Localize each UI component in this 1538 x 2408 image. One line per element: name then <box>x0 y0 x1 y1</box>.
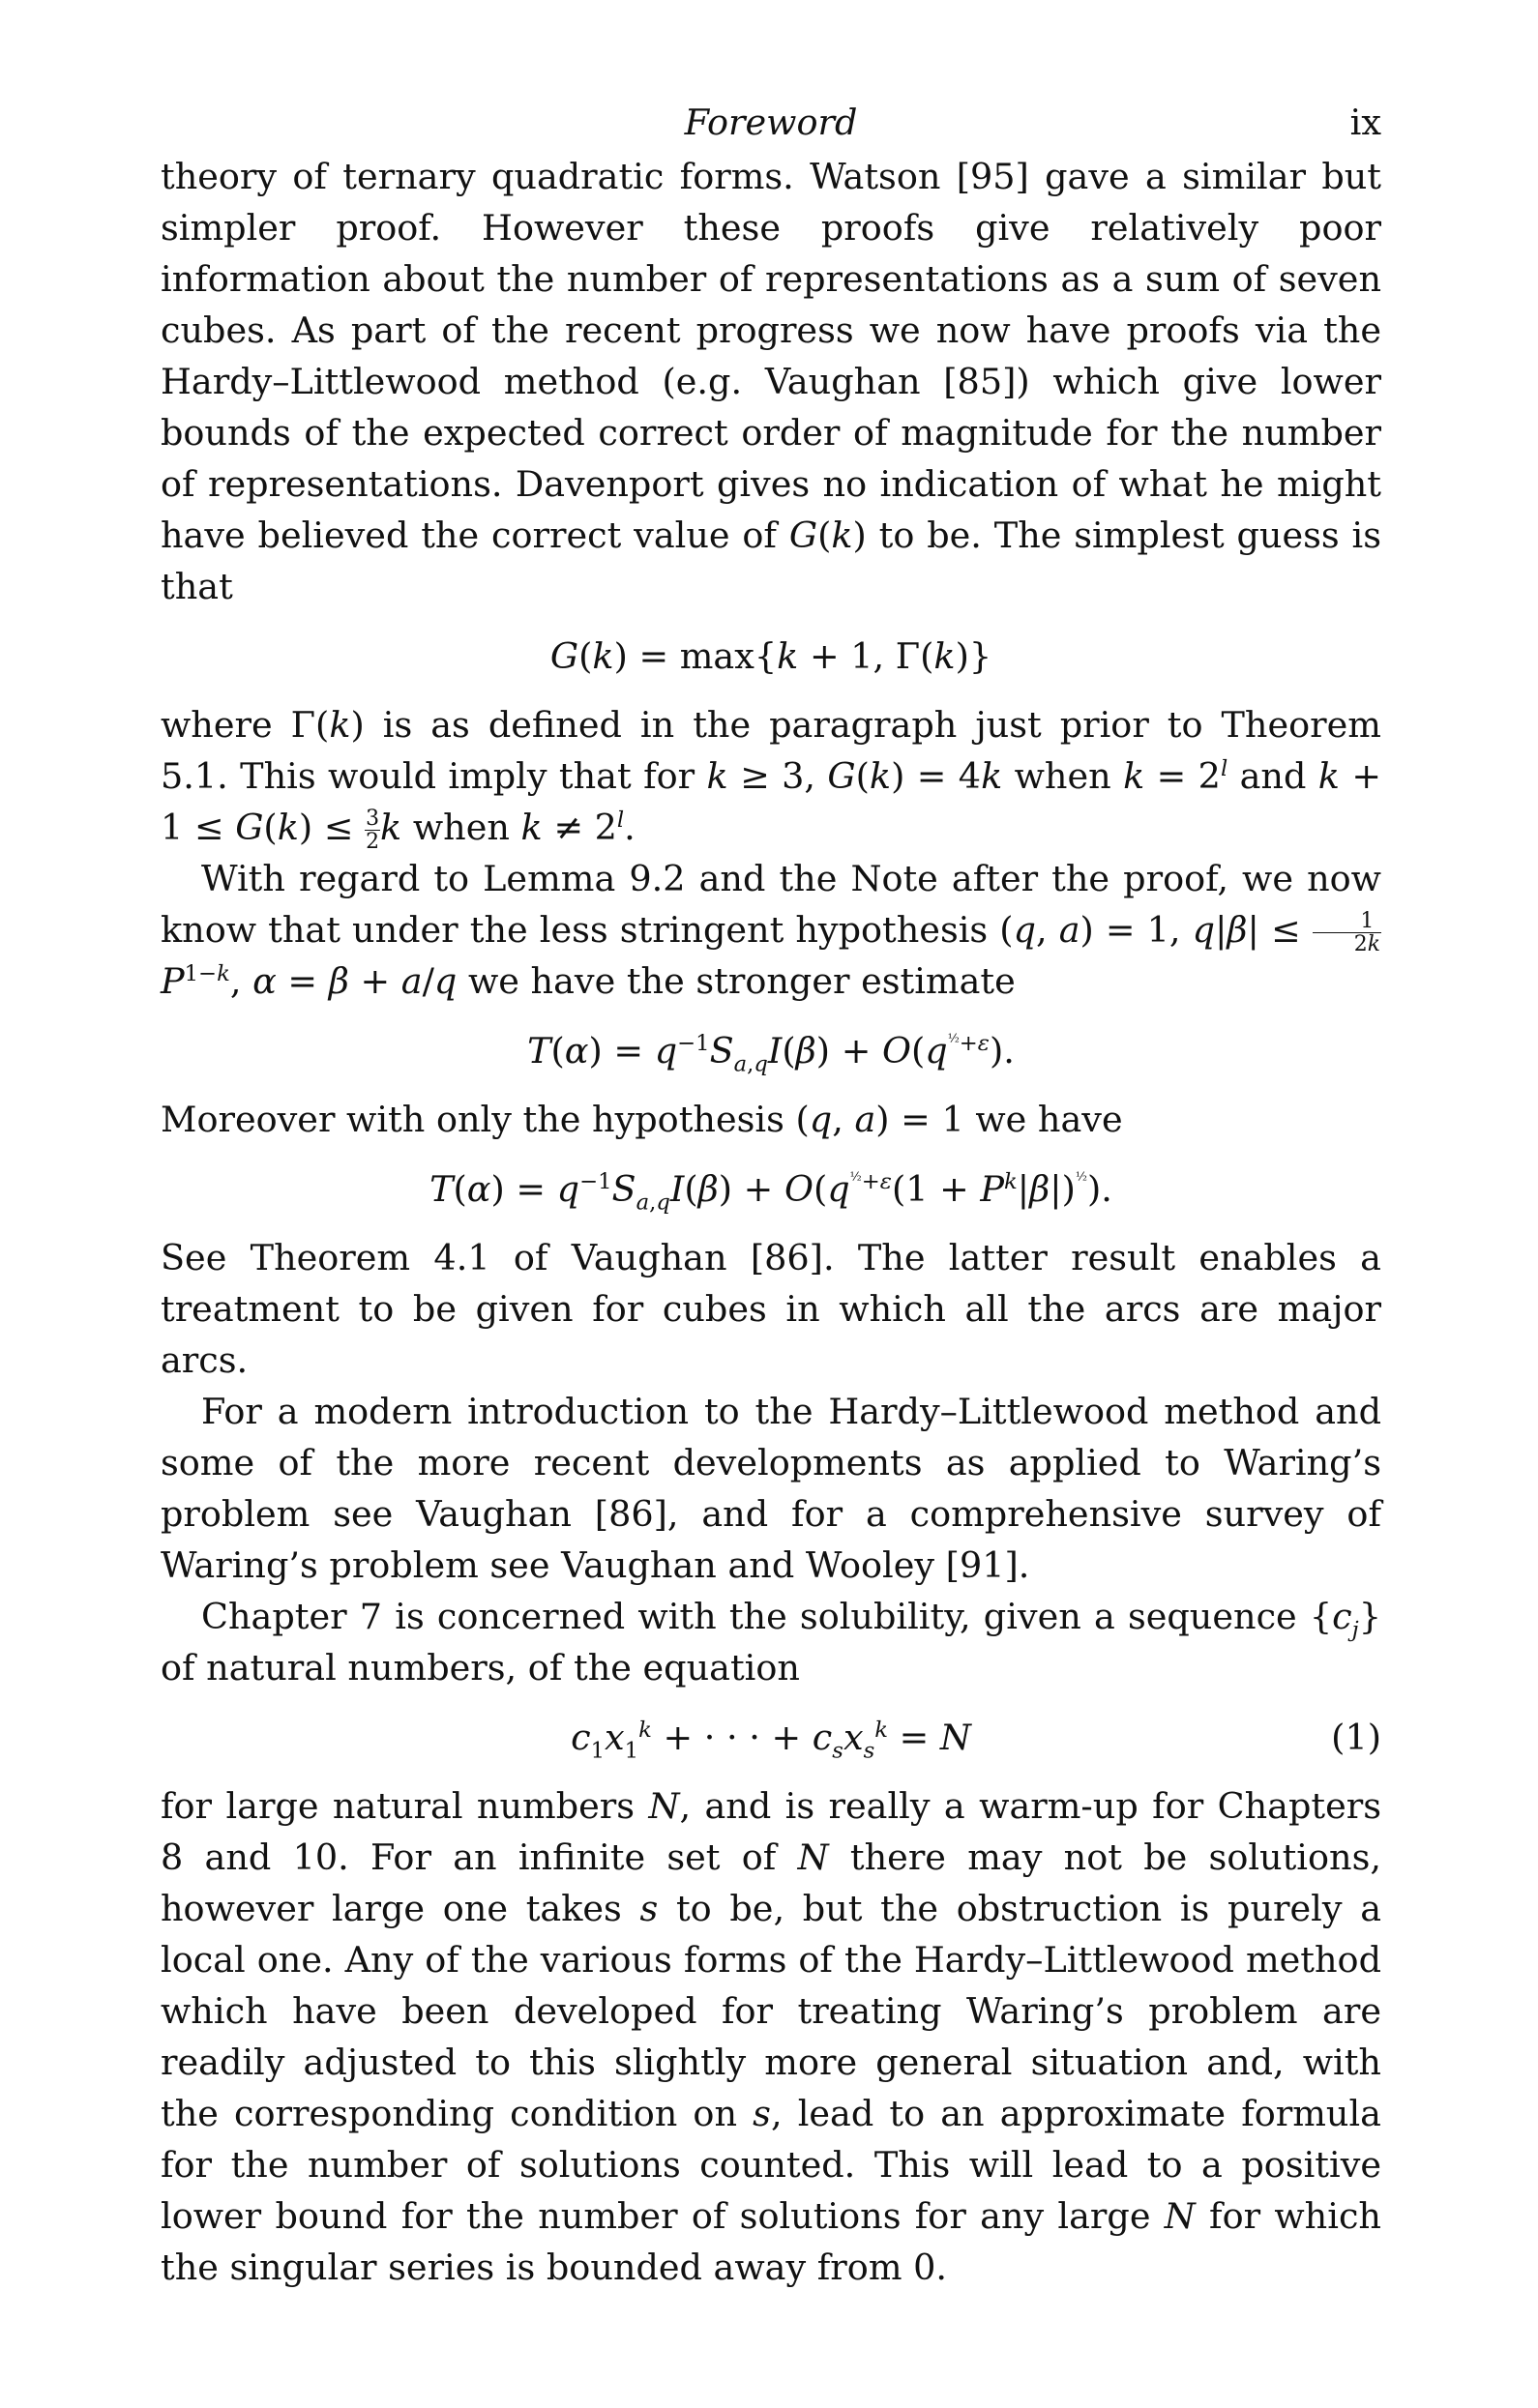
header-title: Foreword <box>684 102 858 143</box>
running-header <box>161 97 1381 151</box>
document-page <box>161 97 1381 2293</box>
page-number: ix <box>1349 102 1381 143</box>
paragraph-3: With regard to Lemma 9.2 and the Note after the proof, we now know that under the less stringent hypothesis (q, a) = 1, q|β| ≤ $\frac{1}{2k}$ $P^{1-k}$, α = β + a/q we have the stronger estimate <box>161 858 1381 1003</box>
paragraph-5: See Theorem 4.1 of Vaughan [86]. The latter result enables a treatment to be given for cubes in which all the arcs are major arcs. <box>161 1237 1381 1382</box>
paragraph-1: theory of ternary quadratic forms. Watson [95] gave a similar but simpler proof. However these proofs give relatively poor information about the number of representations as a sum of seven cubes. As part of the recent progress we now have proofs via the Hardy–Littlewood method (e.g. Vaughan [85]) which give lower bounds of the expected correct order of magnitude for the number of representations. Davenport gives no indication of what he might have believed the correct value of G(k) to be. The simplest guess is that <box>161 156 1381 607</box>
equation-number: (1) <box>1331 1717 1381 1759</box>
equation-t-alpha-1: $T(\alpha) = q^{-1}S_{a,q}I(\beta) + O(q^{^{\frac{1}{2}}+\varepsilon})$. <box>527 1030 1015 1077</box>
paragraph-4: Moreover with only the hypothesis (q, a) = 1 we have <box>161 1099 1123 1141</box>
paragraph-7: Chapter 7 is concerned with the solubility, given a sequence $\{c_j\}$ of natural numbers, of the equation <box>161 1596 1381 1689</box>
paragraph-6: For a modern introduction to the Hardy–Littlewood method and some of the more recent developments as applied to Waring’s problem see Vaughan [86], and for a comprehensive survey of Waring’s problem see Vaughan and Wooley [91]. <box>161 1391 1381 1587</box>
equation-g-k: G(k) = max{k + 1, Γ(k)} <box>549 635 992 677</box>
equation-t-alpha-2: $T(\alpha) = q^{-1}S_{a,q}I(\beta) + O(q^{^{\frac{1}{2}}+\varepsilon}(1 + P^k|\beta|)^{^{\frac{1}{2}}})$. <box>429 1168 1112 1216</box>
equation-1: $c_1x_1^k$ + · · · + $c_sx_s^k = N$ (1) <box>161 1711 1381 1765</box>
paragraph-2: where Γ(k) is as defined in the paragraph just prior to Theorem 5.1. This would imply that for k ≥ 3, G(k) = 4k when $k = 2^l$ and k + 1 ≤ G(k) ≤ $\frac{3}{2}$ k when $k \ne 2^l$. <box>161 704 1381 854</box>
paragraph-8: for large natural numbers N, and is really a warm-up for Chapters 8 and 10. For an infinite set of N there may not be solutions, however large one takes s to be, but the obstruction is purely a local one. Any of the various forms of the Hardy–Littlewood method which have been developed for treating Waring’s problem are readily adjusted to this slightly more general situation and, with the corresponding condition on s, lead to an approximate formula for the number of solutions counted. This will lead to a positive lower bound for the number of solutions for any large N for which the singular series is bounded away from 0. <box>161 1785 1381 2289</box>
